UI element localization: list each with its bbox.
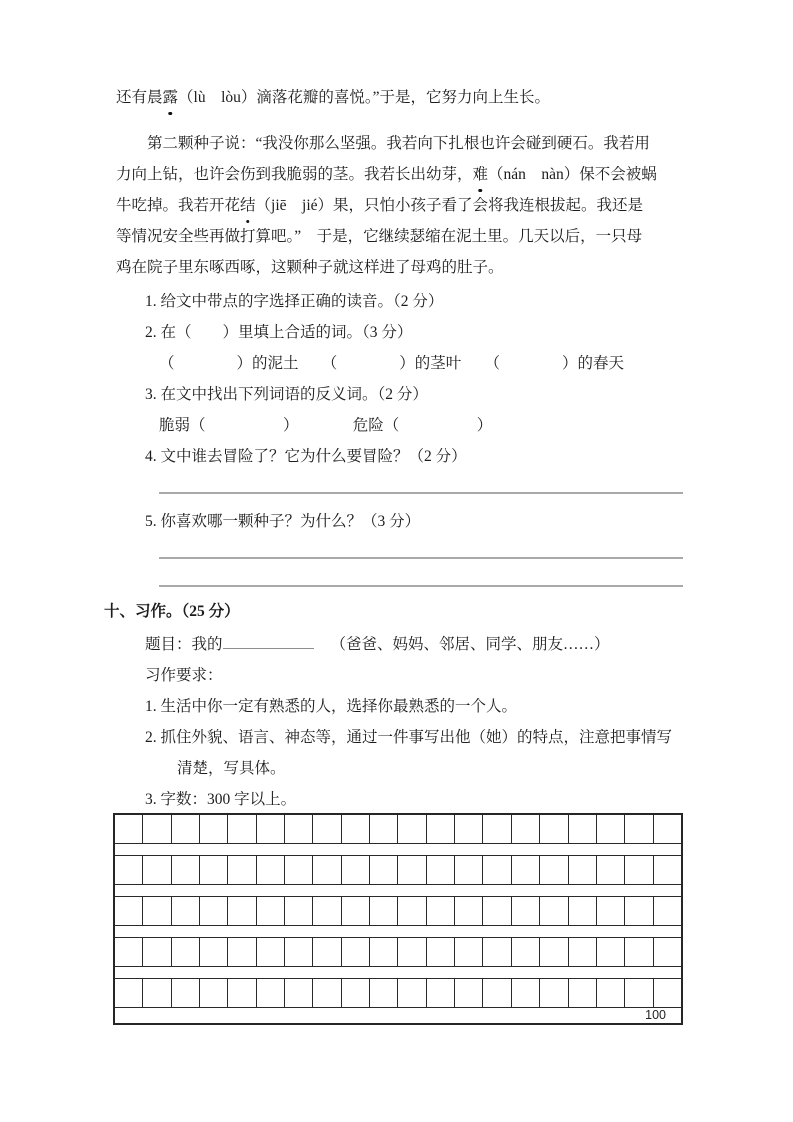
- passage-text: 牛吃掉。我若开花: [116, 197, 241, 214]
- grid-cell: [313, 938, 341, 966]
- grid-cell: [540, 856, 568, 884]
- grid-cell: [342, 815, 370, 843]
- grid-cell: [483, 815, 511, 843]
- passage-text: （lù lòu）滴落花瓣的喜悦。”于是，它努力向上生长。: [178, 89, 551, 106]
- passage-text: （nán nàn）保不会被蜗: [488, 166, 657, 183]
- grid-cell: [625, 938, 653, 966]
- topic-blank-underline: [223, 635, 314, 649]
- grid-cell: [342, 938, 370, 966]
- question: 5. 你喜欢哪一颗种子？为什么？（3 分）: [145, 513, 421, 530]
- dotted-char: 结: [240, 190, 256, 221]
- grid-cell: [569, 979, 597, 1007]
- grid-cell: [483, 938, 511, 966]
- grid-cell: [257, 897, 285, 925]
- passage-text: 鸡在院子里东啄西啄，这颗种子就这样进了母鸡的肚子。: [116, 259, 504, 276]
- grid-cell: [455, 897, 483, 925]
- grid-cell: [427, 897, 455, 925]
- grid-cell: [200, 979, 228, 1007]
- grid-cell: [342, 897, 370, 925]
- grid-cell: [115, 938, 143, 966]
- grid-cell: [540, 815, 568, 843]
- grid-cell: [285, 815, 313, 843]
- passage-text: 还有晨: [116, 89, 163, 106]
- grid-cell: [228, 979, 256, 1007]
- grid-cell: [427, 815, 455, 843]
- composition-topic-line: [145, 629, 683, 660]
- grid-cell: [370, 856, 398, 884]
- passage-line: [116, 82, 683, 113]
- grid-cell: [115, 897, 143, 925]
- grid-cell: [172, 938, 200, 966]
- grid-cell: [512, 897, 540, 925]
- grid-cell: [143, 897, 171, 925]
- reading-questions: [113, 286, 683, 587]
- passage-line: [116, 252, 683, 283]
- dotted-char: 露: [163, 82, 179, 113]
- requirement-item: 2. 抓住外貌、语言、神态等，通过一件事写出他（她）的特点，注意把事情写清楚，写具体。: [145, 729, 673, 777]
- question: 3. 在文中找出下列词语的反义词。（2 分）: [145, 386, 428, 403]
- grid-cell: [597, 897, 625, 925]
- passage-text: （jiē jié）果，只怕小孩子看了会将我连根拔起。我还是: [255, 197, 644, 214]
- grid-cell: [597, 979, 625, 1007]
- grid-cell: [427, 856, 455, 884]
- grid-cell: [483, 897, 511, 925]
- grid-spacer: [115, 967, 681, 979]
- grid-spacer: [115, 844, 681, 856]
- requirement-item: 3. 字数：300 字以上。: [145, 791, 297, 808]
- grid-cell: [597, 856, 625, 884]
- grid-cell: [512, 979, 540, 1007]
- grid-cell: [228, 938, 256, 966]
- passage-text: 第二颗种子说：“我没你那么坚强。我若向下扎根也许会碰到硬石。我若用: [147, 135, 650, 152]
- grid-cell: [285, 979, 313, 1007]
- passage-text: 力向上钻，也许会伤到我脆弱的茎。我若长出幼芽，: [116, 166, 473, 183]
- grid-cell: [625, 856, 653, 884]
- writing-grid: [113, 813, 683, 1025]
- grid-cell: [143, 815, 171, 843]
- grid-cell: [257, 856, 285, 884]
- char-count-marker: 100: [645, 1008, 666, 1022]
- grid-cell: [540, 979, 568, 1007]
- page-content: [104, 82, 683, 1025]
- grid-cell: [597, 938, 625, 966]
- grid-cell: [512, 815, 540, 843]
- grid-row: [115, 815, 681, 844]
- passage-line: [116, 128, 683, 159]
- topic-prefix: 题目：我的: [145, 636, 223, 653]
- grid-cell: [370, 897, 398, 925]
- grid-cell: [285, 856, 313, 884]
- grid-cell: [569, 938, 597, 966]
- answer-line: [159, 585, 683, 587]
- grid-cell: [540, 897, 568, 925]
- grid-cell: [398, 815, 426, 843]
- grid-cell: [200, 938, 228, 966]
- grid-cell: [172, 897, 200, 925]
- question: 2. 在（ ）里填上合适的词。（3 分）: [145, 324, 413, 341]
- requirements-label: 习作要求：: [145, 667, 223, 684]
- grid-cell: [115, 979, 143, 1007]
- grid-cell: [398, 979, 426, 1007]
- grid-cell: [625, 979, 653, 1007]
- grid-cell: [569, 815, 597, 843]
- grid-row: [115, 938, 681, 967]
- grid-cell: [455, 979, 483, 1007]
- grid-cell: [455, 938, 483, 966]
- question-blanks: 脆弱（ ） 危险（ ）: [159, 417, 493, 434]
- grid-spacer: [115, 926, 681, 938]
- grid-cell: [569, 856, 597, 884]
- grid-cell: [342, 856, 370, 884]
- grid-row: [115, 856, 681, 885]
- grid-cell: [427, 979, 455, 1007]
- passage-text: 等情况安全些再做打算吧。” 于是，它继续瑟缩在泥土里。几天以后，一只母: [116, 228, 643, 245]
- grid-cell: [228, 856, 256, 884]
- grid-cell: [370, 979, 398, 1007]
- answer-line: [159, 492, 683, 494]
- grid-cell: [313, 856, 341, 884]
- grid-cell: [228, 815, 256, 843]
- grid-cell: [625, 815, 653, 843]
- grid-cell: [370, 938, 398, 966]
- grid-cell: [143, 979, 171, 1007]
- topic-suffix: （爸爸、妈妈、邻居、同学、朋友……）: [330, 636, 610, 653]
- grid-cell: [654, 979, 681, 1007]
- grid-cell: [200, 897, 228, 925]
- grid-cell: [654, 815, 681, 843]
- grid-cell: [200, 856, 228, 884]
- grid-cell: [342, 979, 370, 1007]
- grid-cell: [398, 856, 426, 884]
- grid-cell: [115, 815, 143, 843]
- answer-line: [159, 557, 683, 559]
- grid-cell: [257, 815, 285, 843]
- question: 4. 文中谁去冒险了？它为什么要冒险？（2 分）: [145, 448, 467, 465]
- grid-cell: [228, 897, 256, 925]
- grid-cell: [540, 938, 568, 966]
- passage-line: [116, 190, 683, 221]
- grid-cell: [398, 897, 426, 925]
- passage-line: [116, 221, 683, 252]
- grid-cell: [313, 815, 341, 843]
- grid-cell: [512, 856, 540, 884]
- grid-row: [115, 979, 681, 1008]
- grid-cell: [172, 979, 200, 1007]
- grid-cell: [455, 856, 483, 884]
- grid-cell: [654, 938, 681, 966]
- grid-cell: [172, 815, 200, 843]
- grid-cell: [285, 897, 313, 925]
- grid-cell: [257, 979, 285, 1007]
- grid-cell: [257, 938, 285, 966]
- grid-cell: [143, 856, 171, 884]
- grid-cell: [398, 938, 426, 966]
- grid-cell: [455, 815, 483, 843]
- question: 1. 给文中带点的字选择正确的读音。（2 分）: [145, 293, 444, 310]
- grid-spacer: [115, 885, 681, 897]
- grid-cell: [285, 938, 313, 966]
- grid-cell: [654, 897, 681, 925]
- passage-line: [116, 159, 683, 190]
- grid-cell: [483, 979, 511, 1007]
- grid-cell: [625, 897, 653, 925]
- grid-cell: [370, 815, 398, 843]
- grid-cell: [512, 938, 540, 966]
- grid-cell: [427, 938, 455, 966]
- dotted-char: 难: [473, 159, 489, 190]
- grid-cell: [200, 815, 228, 843]
- composition-heading: 十、习作。（25 分）: [104, 603, 240, 620]
- reading-passage: [113, 82, 683, 283]
- grid-cell: [115, 856, 143, 884]
- question-blanks: （ ）的泥土 （ ）的茎叶 （ ）的春天: [159, 355, 625, 372]
- grid-cell: [654, 856, 681, 884]
- requirements-list: [113, 691, 683, 815]
- grid-cell: [597, 815, 625, 843]
- grid-cell: [483, 856, 511, 884]
- grid-cell: [313, 897, 341, 925]
- grid-cell: [172, 856, 200, 884]
- grid-cell: [143, 938, 171, 966]
- requirement-item: 1. 生活中你一定有熟悉的人，选择你最熟悉的一个人。: [145, 698, 518, 715]
- grid-cell: [569, 897, 597, 925]
- grid-cell: [313, 979, 341, 1007]
- grid-row: [115, 897, 681, 926]
